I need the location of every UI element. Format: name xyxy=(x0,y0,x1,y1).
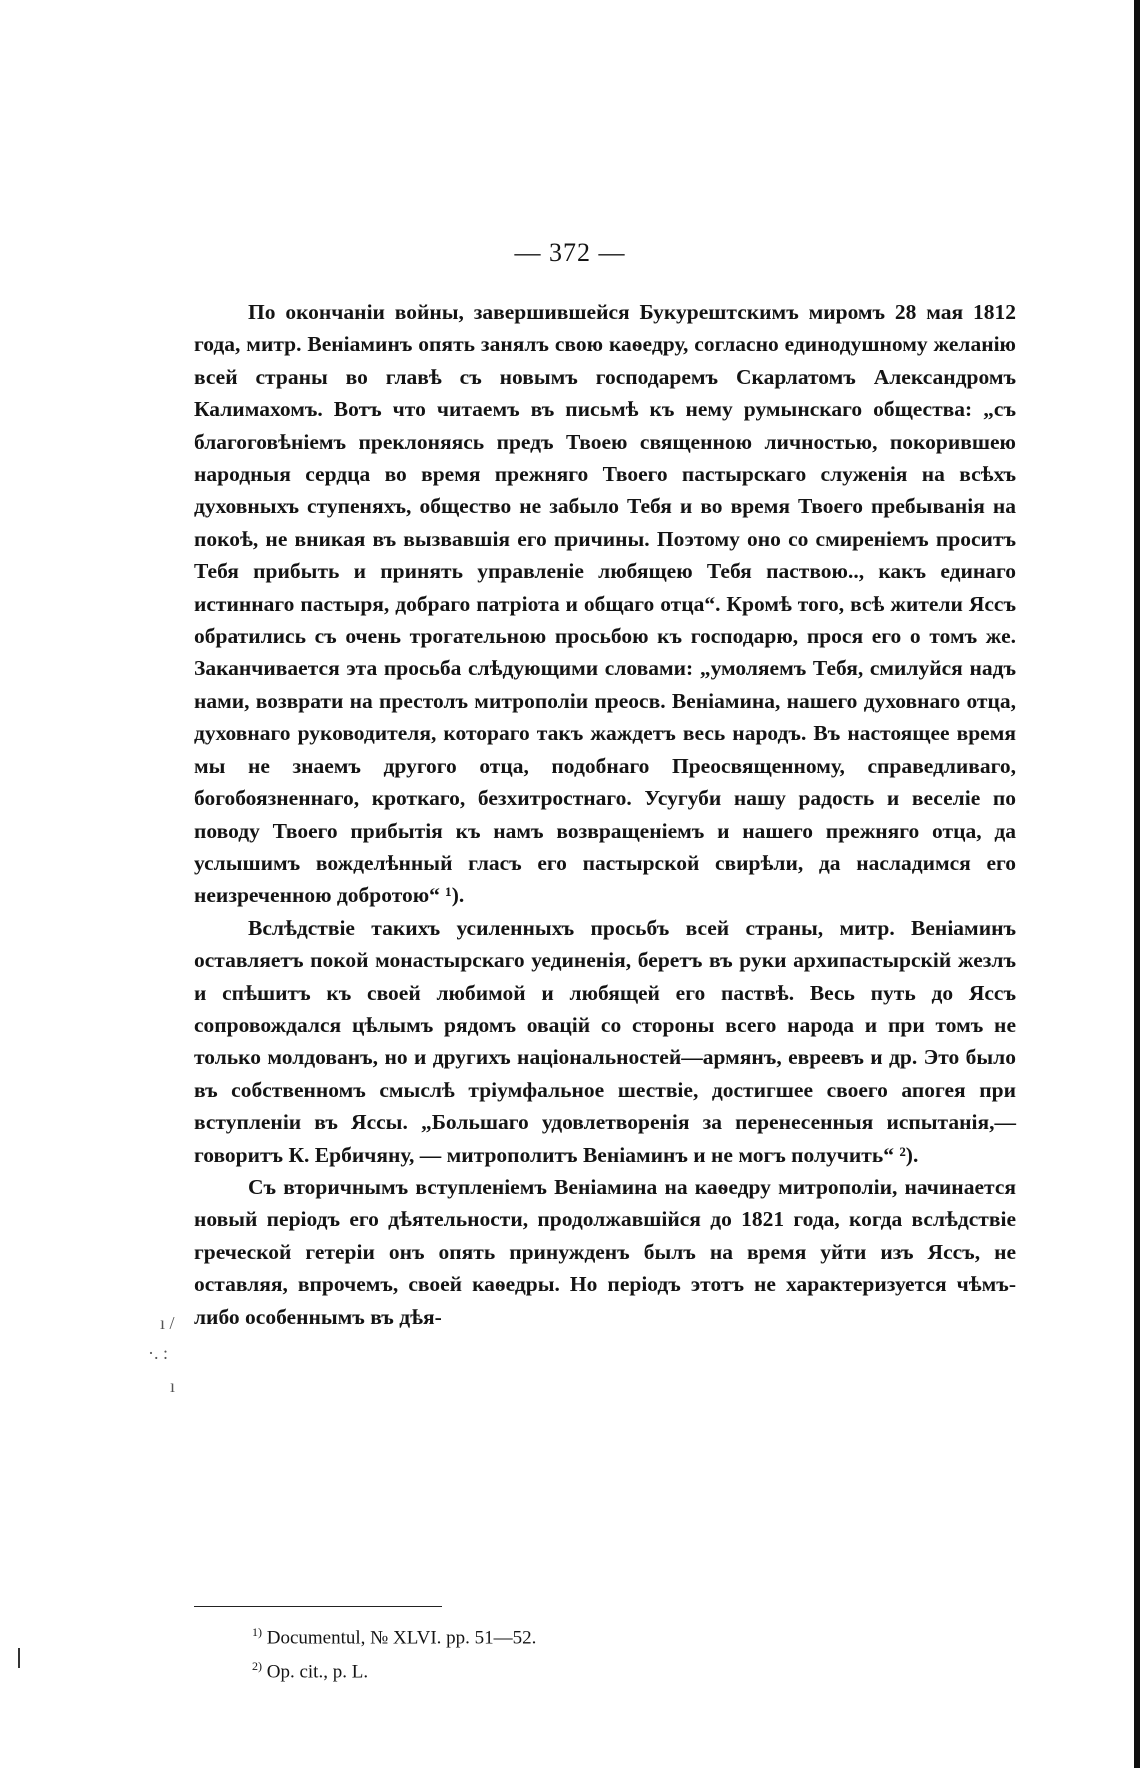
main-text xyxy=(194,296,1016,1333)
margin-mark: ·. : xyxy=(148,1343,168,1363)
scan-edge-mark xyxy=(18,1648,20,1668)
footnote-divider xyxy=(194,1606,442,1607)
margin-mark: ı / xyxy=(160,1313,175,1333)
footnote-2 xyxy=(252,1652,536,1686)
page-number: — 372 — xyxy=(514,238,626,267)
footnote-1 xyxy=(252,1618,536,1652)
footnotes xyxy=(252,1618,536,1687)
footnote-text: Op. cit., p. L. xyxy=(266,1661,369,1683)
paragraph-3: Съ вторичнымъ вступленіемъ Веніамина на каѳедру митрополіи, начинается новый періодъ его дѣятельности, продолжавшійся до 1821 года, когда вслѣдствіе греческой гетеріи онъ опять принужденъ былъ на время уйти изъ Яссъ, не оставляя, впрочемъ, своей каѳедры. Но періодъ этотъ не характеризуется чѣмъ-либо особеннымъ въ дѣя- xyxy=(194,1174,1016,1329)
paragraph-2: Вслѣдствіе такихъ усиленныхъ просьбъ всей страны, митр. Веніаминъ оставляетъ покой монастырскаго уединенія, беретъ въ руки архипастырскій жезлъ и спѣшитъ къ своей любимой и любящей его паствѣ. Весь путь до Яссъ сопровождался цѣлымъ рядомъ овацій со стороны всего народа и при томъ не только молдованъ, но и другихъ національностей—армянъ, евреевъ и др. Это было въ собственномъ смыслѣ тріумфальное шествіе, достигшее своего апогея при вступленіи въ Яссы. „Большаго удовлетворенія за перенесенныя испытанія,— говоритъ К. Ербичяну, — митрополитъ Веніаминъ и не могъ получить“ ²). xyxy=(194,915,1016,1167)
paragraph-1: По окончаніи войны, завершившейся Букурештскимъ миромъ 28 мая 1812 года, митр. Веніаминъ опять занялъ свою каѳедру, согласно единодушному желанію всей страны во главѣ съ новымъ господаремъ Скарлатомъ Александромъ Калимахомъ. Вотъ что читаемъ въ письмѣ къ нему румынскаго общества: „съ благоговѣніемъ преклоняясь предъ Твоею священною личностью, покорившею народныя сердца во время прежняго Твоего пастырскаго служенія на всѣхъ духовныхъ ступеняхъ, общество не забыло Тебя и во время Твоего пребыванія на покоѣ, не вникая въ вызвавшія его причины. Поэтому оно со смиреніемъ проситъ Тебя прибыть и принять управленіе любящею Тебя паствою.., какъ единаго истиннаго пастыря, добраго патріота и общаго отца“. Кромѣ того, всѣ жители Яссъ обратились съ очень трогательною просьбою къ господарю, прося его о томъ же. Заканчивается эта просьба слѣдующими словами: „умоляемъ Тебя, смилуйся надъ нами, возврати на престолъ митрополіи преосв. Веніамина, нашего духовнаго отца, духовнаго руководителя, котораго такъ жаждетъ весь народъ. Въ настоящее время мы не знаемъ другого отца, подобнаго Преосвященному, справедливаго, богобоязненнаго, кроткаго, безхитростнаго. Усугуби нашу радость и веселіе по поводу Твоего прибытія къ намъ возвращеніемъ и нашего прежняго отца, да услышимъ вожделѣнный гласъ его пастырской свирѣли, да насладимся его неизреченною добротою“ ¹). xyxy=(194,300,1016,908)
footnote-text: Documentul, № XLVI. pp. 51—52. xyxy=(266,1627,537,1649)
footnote-mark: 2) xyxy=(252,1659,262,1674)
footnote-mark: 1) xyxy=(252,1625,262,1639)
margin-mark: ı xyxy=(170,1376,176,1396)
